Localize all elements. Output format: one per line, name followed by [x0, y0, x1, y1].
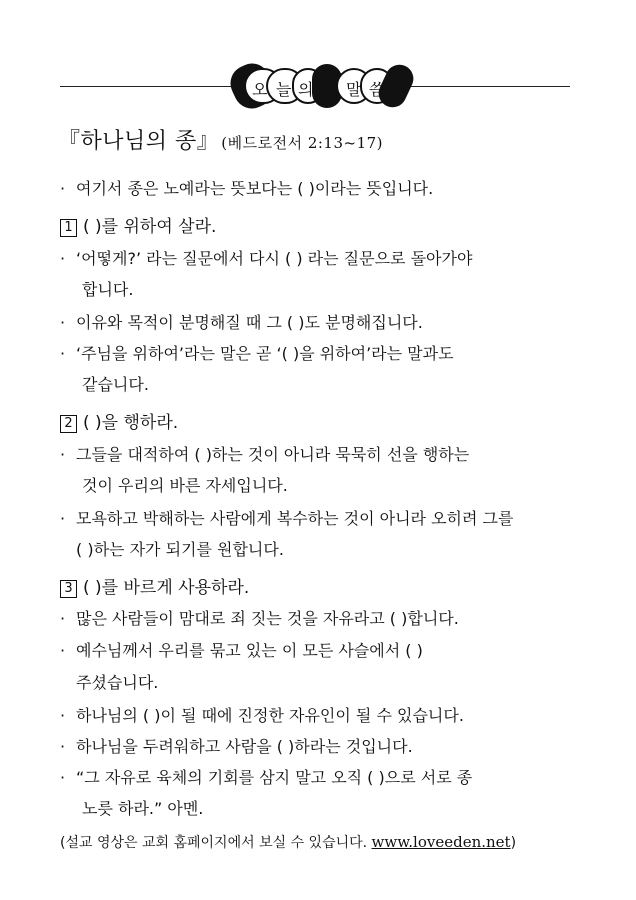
bullet: ·: [60, 249, 66, 268]
section-1-heading: [60, 212, 216, 237]
section-2-number: 2: [60, 415, 77, 433]
list-item: [60, 638, 423, 661]
scripture-reference: (베드로전서 2:13~17): [221, 134, 384, 152]
bullet: ·: [60, 344, 66, 363]
footer-close: ): [510, 835, 517, 851]
badge-char-3: 의: [298, 80, 314, 99]
section-2-heading-text: ( )을 행하라.: [83, 413, 179, 433]
bullet: ·: [60, 313, 66, 332]
list-item-text: ‘어떻게?’ 라는 질문에서 다시 ( ) 라는 질문으로 돌아가야: [76, 249, 473, 268]
list-item-continuation: 노릇 하라.” 아멘.: [82, 799, 204, 818]
list-item-continuation: 같습니다.: [82, 375, 149, 394]
badge-char-4: 말: [346, 80, 362, 99]
church-website-link[interactable]: www.loveeden.net: [371, 833, 511, 851]
list-item-continuation: 합니다.: [82, 280, 134, 299]
list-item-continuation: 주셨습니다.: [76, 673, 159, 692]
list-item-text: “그 자유로 육체의 기회를 삼지 말고 오직 ( )으로 서로 종: [76, 768, 473, 787]
bullet: ·: [60, 609, 66, 628]
section-3-number: 3: [60, 580, 77, 598]
intro-text: 여기서 종은 노예라는 뜻보다는 ( )이라는 뜻입니다.: [76, 179, 434, 198]
list-item: [60, 506, 513, 529]
list-item: [60, 310, 423, 333]
badge-char-2: 늘: [276, 80, 292, 99]
section-3-heading-text: ( )를 바르게 사용하라.: [83, 578, 250, 598]
bullet: ·: [60, 445, 66, 464]
header-rule-left: [60, 86, 240, 87]
list-item: [60, 341, 454, 364]
todays-word-badge: [232, 62, 412, 112]
bullet: ·: [60, 509, 66, 528]
bullet: ·: [60, 706, 66, 725]
section-2-heading: [60, 408, 178, 433]
list-item: [60, 442, 469, 465]
list-item-text: 모욕하고 박해하는 사람에게 복수하는 것이 아니라 오히려 그를: [76, 509, 514, 528]
section-1-heading-text: ( )를 위하여 살라.: [83, 217, 217, 237]
bullet: ·: [60, 179, 66, 198]
intro-line: [60, 176, 433, 199]
badge-char-1: 오: [252, 80, 268, 99]
list-item: [60, 765, 472, 788]
bullet: ·: [60, 737, 66, 756]
list-item-text: 하나님의 ( )이 될 때에 진정한 자유인이 될 수 있습니다.: [76, 706, 464, 725]
list-item-text: 예수님께서 우리를 묶고 있는 이 모든 사슬에서 ( ): [76, 641, 423, 660]
list-item: [60, 606, 459, 629]
header-rule-right: [400, 86, 570, 87]
badge-char-5: 씀: [369, 80, 385, 99]
sermon-title: [58, 124, 383, 155]
list-item-text: 많은 사람들이 맘대로 죄 짓는 것을 자유라고 ( )합니다.: [76, 609, 459, 628]
section-1-number: 1: [60, 219, 77, 237]
list-item: [60, 703, 464, 726]
list-item-continuation: 것이 우리의 바른 자세입니다.: [82, 476, 288, 495]
list-item-text: ‘주님을 위하여’라는 말은 곧 ‘( )을 위하여’라는 말과도: [76, 344, 454, 363]
list-item-text: 하나님을 두려워하고 사람을 ( )하라는 것입니다.: [76, 737, 413, 756]
list-item-continuation: ( )하는 자가 되기를 원합니다.: [76, 540, 284, 559]
list-item-text: 그들을 대적하여 ( )하는 것이 아니라 묵묵히 선을 행하는: [76, 445, 470, 464]
list-item: [60, 734, 413, 757]
bullet: ·: [60, 768, 66, 787]
section-3-heading: [60, 573, 249, 598]
footer-text: (설교 영상은 교회 홈페이지에서 보실 수 있습니다.: [60, 835, 372, 851]
bullet: ·: [60, 641, 66, 660]
list-item-text: 이유와 목적이 분명해질 때 그 ( )도 분명해집니다.: [76, 313, 423, 332]
sermon-title-main: 『하나님의 종』: [58, 129, 220, 154]
footer-note: [60, 832, 516, 852]
list-item: [60, 246, 472, 269]
